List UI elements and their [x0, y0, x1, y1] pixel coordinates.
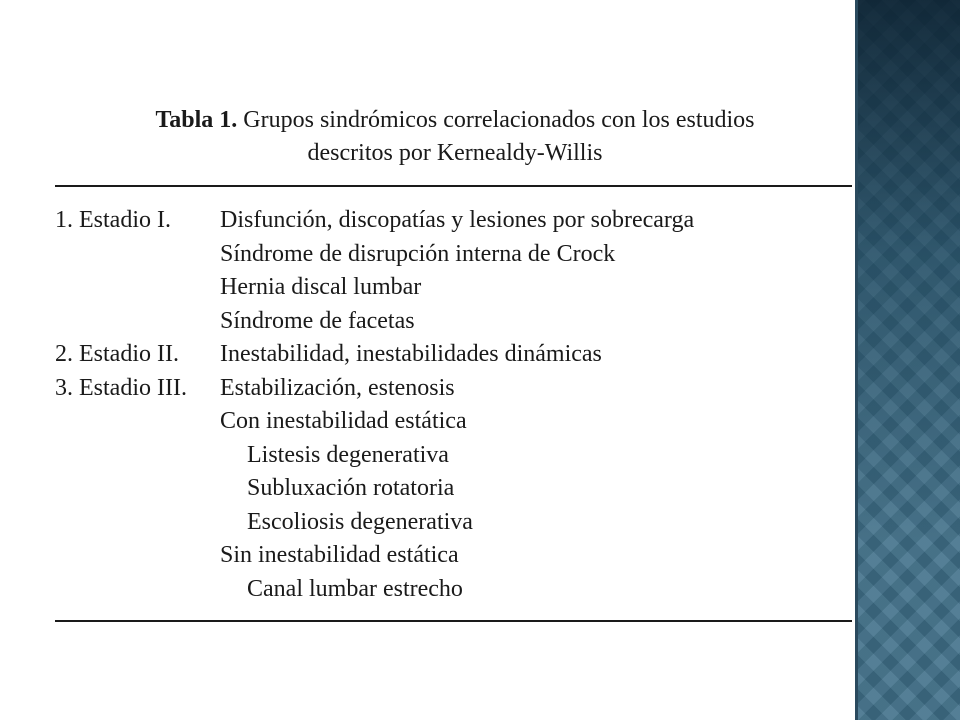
row-description-indented: Listesis degenerativa — [247, 441, 449, 468]
table-row — [55, 506, 852, 540]
table-label: Tabla 1. — [155, 107, 238, 133]
row-description-indented: Canal lumbar estrecho — [247, 575, 463, 602]
table-row — [55, 271, 852, 305]
stage-label: 3. Estadio III. — [55, 374, 187, 401]
table-row — [55, 305, 852, 339]
table-row — [55, 472, 852, 506]
row-description: Sin inestabilidad estática — [220, 542, 459, 568]
row-description: Disfunción, discopatías y lesiones por sobrecarga — [220, 207, 695, 233]
side-panel-edge — [855, 0, 858, 720]
stage-label: 1. Estadio I. — [55, 207, 171, 233]
stage-label: 2. Estadio II. — [55, 341, 179, 367]
table-row — [55, 372, 852, 406]
table-title-text: Grupos sindrómicos correlacionados con los estudios — [237, 107, 755, 133]
row-description: Estabilización, estenosis — [220, 374, 455, 401]
table-row — [55, 439, 852, 473]
table-row — [55, 573, 852, 607]
table-body — [55, 204, 852, 606]
table-row — [55, 238, 852, 272]
table-row — [55, 539, 852, 573]
table-title-line-2: descritos por Kernealdy-Willis — [307, 140, 603, 166]
row-description: Hernia discal lumbar — [220, 274, 422, 300]
row-description-indented: Subluxación rotatoria — [247, 475, 455, 501]
table-row — [55, 204, 852, 238]
row-description: Síndrome de disrupción interna de Crock — [220, 240, 616, 267]
row-description: Síndrome de facetas — [220, 307, 415, 334]
table-title-line-1 — [60, 104, 850, 137]
table-row — [55, 405, 852, 439]
table-title — [60, 104, 850, 170]
table-row — [55, 338, 852, 372]
table-top-rule — [55, 185, 852, 187]
table-bottom-rule — [55, 620, 852, 622]
row-description-indented: Escoliosis degenerativa — [247, 508, 473, 535]
decorative-side-panel — [855, 0, 960, 720]
row-description: Con inestabilidad estática — [220, 408, 467, 434]
row-description: Inestabilidad, inestabilidades dinámicas — [220, 341, 602, 367]
